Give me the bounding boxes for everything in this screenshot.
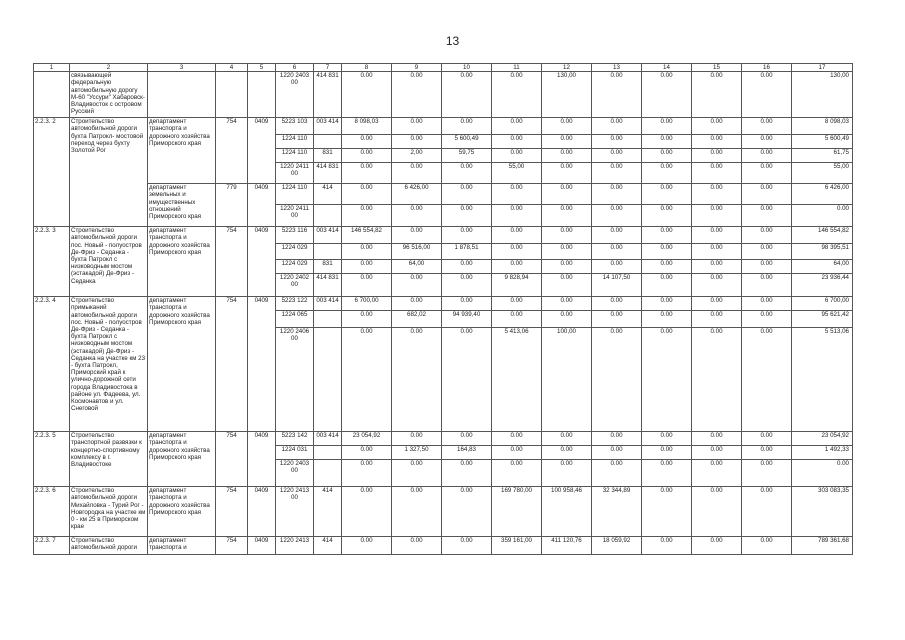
column-number: 13 bbox=[592, 64, 642, 72]
amount-cell: 95 621,42 bbox=[792, 311, 853, 328]
amount-cell: 23 936,44 bbox=[792, 274, 853, 297]
amount-cell: 0.00 bbox=[592, 149, 642, 163]
target-article-code: 1220 2413 bbox=[276, 537, 314, 555]
amount-cell: 0.00 bbox=[542, 135, 592, 149]
table-row bbox=[34, 537, 853, 555]
amount-cell: 0.00 bbox=[592, 328, 642, 432]
ministry-code: 754 bbox=[216, 432, 248, 487]
section-code: 0409 bbox=[248, 487, 276, 537]
amount-cell: 789 361,68 bbox=[792, 537, 853, 555]
amount-cell: 0.00 bbox=[742, 487, 792, 537]
amount-cell: 0.00 bbox=[492, 205, 542, 227]
amount-cell: 0.00 bbox=[642, 205, 692, 227]
amount-cell: 0.00 bbox=[492, 260, 542, 274]
target-article-code: 1224 110 bbox=[276, 149, 314, 163]
amount-cell: 0.00 bbox=[692, 72, 742, 118]
amount-cell: 0.00 bbox=[442, 297, 492, 311]
amount-cell: 0.00 bbox=[492, 432, 542, 446]
amount-cell: 0.00 bbox=[742, 227, 792, 244]
amount-cell: 9 828,94 bbox=[492, 274, 542, 297]
amount-cell: 100,00 bbox=[542, 328, 592, 432]
amount-cell: 0.00 bbox=[492, 227, 542, 244]
amount-cell: 0.00 bbox=[392, 487, 442, 537]
department: департамент транспорта и bbox=[148, 537, 216, 555]
amount-cell: 0.00 bbox=[542, 163, 592, 184]
amount-cell: 0.00 bbox=[342, 537, 392, 555]
expense-type-code: 831 bbox=[314, 260, 342, 274]
budget-table bbox=[33, 63, 853, 555]
amount-cell: 0.00 bbox=[642, 432, 692, 446]
table-row bbox=[34, 227, 853, 244]
section-code: 0409 bbox=[248, 297, 276, 432]
amount-cell: 0.00 bbox=[442, 460, 492, 487]
amount-cell: 0.00 bbox=[342, 260, 392, 274]
target-article-code: 1220 2413 00 bbox=[276, 487, 314, 537]
amount-cell: 0.00 bbox=[592, 163, 642, 184]
amount-cell: 146 554,82 bbox=[792, 227, 853, 244]
column-number: 9 bbox=[392, 64, 442, 72]
amount-cell: 0.00 bbox=[392, 537, 442, 555]
amount-cell: 0.00 bbox=[542, 227, 592, 244]
amount-cell: 0.00 bbox=[592, 72, 642, 118]
amount-cell: 0.00 bbox=[342, 184, 392, 205]
amount-cell: 0.00 bbox=[592, 446, 642, 460]
amount-cell: 64,00 bbox=[792, 260, 853, 274]
amount-cell: 0.00 bbox=[742, 72, 792, 118]
amount-cell: 0.00 bbox=[742, 446, 792, 460]
amount-cell: 0.00 bbox=[442, 184, 492, 205]
amount-cell: 0.00 bbox=[542, 432, 592, 446]
amount-cell: 0.00 bbox=[342, 311, 392, 328]
amount-cell: 0.00 bbox=[692, 118, 742, 135]
amount-cell: 0.00 bbox=[442, 118, 492, 135]
amount-cell: 8 098,03 bbox=[342, 118, 392, 135]
amount-cell: 0.00 bbox=[492, 244, 542, 260]
amount-cell: 0.00 bbox=[492, 72, 542, 118]
target-article-code: 5223 142 bbox=[276, 432, 314, 446]
ministry-code: 754 bbox=[216, 487, 248, 537]
amount-cell: 0.00 bbox=[642, 537, 692, 555]
amount-cell: 0.00 bbox=[592, 184, 642, 205]
amount-cell: 0.00 bbox=[592, 260, 642, 274]
target-article-code: 1220 2411 00 bbox=[276, 205, 314, 227]
expense-type-code: 414 831 bbox=[314, 163, 342, 184]
column-number-row bbox=[34, 64, 853, 72]
amount-cell: 0.00 bbox=[642, 274, 692, 297]
amount-cell: 0.00 bbox=[442, 163, 492, 184]
expense-type-code: 414 831 bbox=[314, 72, 342, 118]
amount-cell: 0.00 bbox=[542, 244, 592, 260]
expense-type-code: 831 bbox=[314, 149, 342, 163]
amount-cell: 0.00 bbox=[642, 135, 692, 149]
item-code: 2.2.3. 6 bbox=[34, 487, 70, 537]
department: департамент транспорта и дорожного хозяйства Приморского края bbox=[148, 297, 216, 432]
amount-cell: 303 083,35 bbox=[792, 487, 853, 537]
amount-cell: 130,00 bbox=[792, 72, 853, 118]
item-code: 2.2.3. 2 bbox=[34, 118, 70, 227]
amount-cell: 0.00 bbox=[342, 487, 392, 537]
column-number: 17 bbox=[792, 64, 853, 72]
section-code bbox=[248, 72, 276, 118]
amount-cell: 164,83 bbox=[442, 446, 492, 460]
section-code: 0409 bbox=[248, 537, 276, 555]
amount-cell: 0.00 bbox=[492, 184, 542, 205]
page-number: 13 bbox=[445, 34, 460, 48]
amount-cell: 0.00 bbox=[692, 274, 742, 297]
amount-cell: 0.00 bbox=[742, 135, 792, 149]
amount-cell: 0.00 bbox=[442, 274, 492, 297]
amount-cell: 0.00 bbox=[542, 297, 592, 311]
amount-cell: 0.00 bbox=[742, 184, 792, 205]
amount-cell: 0.00 bbox=[642, 446, 692, 460]
ministry-code bbox=[216, 72, 248, 118]
amount-cell: 0.00 bbox=[442, 227, 492, 244]
amount-cell: 55,00 bbox=[792, 163, 853, 184]
amount-cell: 0.00 bbox=[342, 72, 392, 118]
amount-cell: 14 107,50 bbox=[592, 274, 642, 297]
expense-type-code bbox=[314, 135, 342, 149]
amount-cell: 0.00 bbox=[642, 487, 692, 537]
amount-cell: 0.00 bbox=[342, 460, 392, 487]
amount-cell: 32 344,89 bbox=[592, 487, 642, 537]
amount-cell: 0.00 bbox=[642, 460, 692, 487]
ministry-code: 754 bbox=[216, 537, 248, 555]
amount-cell: 0.00 bbox=[392, 227, 442, 244]
amount-cell: 0.00 bbox=[692, 487, 742, 537]
item-code: 2.2.3. 3 bbox=[34, 227, 70, 297]
amount-cell: 0.00 bbox=[642, 118, 692, 135]
item-name: Строительство транспортной развязки к концертно-спортивному комплексу в г. Владивостоке bbox=[70, 432, 148, 487]
amount-cell: 23 054,92 bbox=[792, 432, 853, 446]
amount-cell: 0.00 bbox=[642, 328, 692, 432]
amount-cell: 146 554,82 bbox=[342, 227, 392, 244]
amount-cell: 0.00 bbox=[492, 446, 542, 460]
amount-cell: 0.00 bbox=[692, 432, 742, 446]
amount-cell: 0.00 bbox=[542, 446, 592, 460]
department: департамент транспорта и дорожного хозяйства Приморского края bbox=[148, 227, 216, 297]
amount-cell: 0.00 bbox=[742, 537, 792, 555]
amount-cell: 0.00 bbox=[792, 460, 853, 487]
amount-cell: 0.00 bbox=[492, 311, 542, 328]
amount-cell: 6 700,00 bbox=[342, 297, 392, 311]
ministry-code: 754 bbox=[216, 118, 248, 184]
column-number: 12 bbox=[542, 64, 592, 72]
amount-cell: 0.00 bbox=[692, 328, 742, 432]
column-number: 7 bbox=[314, 64, 342, 72]
amount-cell: 0.00 bbox=[642, 260, 692, 274]
amount-cell: 0.00 bbox=[592, 135, 642, 149]
table-row bbox=[34, 72, 853, 118]
item-code: 2.2.3. 4 bbox=[34, 297, 70, 432]
amount-cell: 0.00 bbox=[342, 328, 392, 432]
amount-cell: 0.00 bbox=[692, 163, 742, 184]
amount-cell: 359 161,00 bbox=[492, 537, 542, 555]
column-number: 11 bbox=[492, 64, 542, 72]
amount-cell: 0.00 bbox=[542, 274, 592, 297]
amount-cell: 0.00 bbox=[592, 205, 642, 227]
table-row bbox=[34, 184, 853, 205]
expense-type-code bbox=[314, 205, 342, 227]
amount-cell: 0.00 bbox=[342, 205, 392, 227]
expense-type-code bbox=[314, 328, 342, 432]
column-number: 3 bbox=[148, 64, 216, 72]
amount-cell: 0.00 bbox=[342, 446, 392, 460]
amount-cell: 23 054,92 bbox=[342, 432, 392, 446]
expense-type-code bbox=[314, 311, 342, 328]
amount-cell: 1 327,50 bbox=[392, 446, 442, 460]
target-article-code: 1220 2402 00 bbox=[276, 274, 314, 297]
amount-cell: 0.00 bbox=[392, 432, 442, 446]
amount-cell: 5 413,06 bbox=[492, 328, 542, 432]
amount-cell: 0.00 bbox=[692, 260, 742, 274]
amount-cell: 0.00 bbox=[342, 274, 392, 297]
amount-cell: 411 120,76 bbox=[542, 537, 592, 555]
amount-cell: 0.00 bbox=[542, 311, 592, 328]
target-article-code: 5223 122 bbox=[276, 297, 314, 311]
amount-cell: 0.00 bbox=[492, 460, 542, 487]
item-name: Строительство автомобильной дороги Михайловка - Турий Рог - Новгородка на участке км 0 - км 25 в Приморском крае bbox=[70, 487, 148, 537]
amount-cell: 0.00 bbox=[642, 244, 692, 260]
amount-cell: 0.00 bbox=[742, 118, 792, 135]
department: департамент транспорта и дорожного хозяйства Приморского края bbox=[148, 118, 216, 184]
amount-cell: 0.00 bbox=[542, 260, 592, 274]
target-article-code: 1220 2403 00 bbox=[276, 460, 314, 487]
table-row bbox=[34, 487, 853, 537]
amount-cell: 8 098,03 bbox=[792, 118, 853, 135]
amount-cell: 0.00 bbox=[742, 163, 792, 184]
amount-cell: 0.00 bbox=[542, 205, 592, 227]
department: департамент земельных и имущественных отношений Приморского края bbox=[148, 184, 216, 227]
amount-cell: 6 700,00 bbox=[792, 297, 853, 311]
section-code: 0409 bbox=[248, 118, 276, 184]
ministry-code: 779 bbox=[216, 184, 248, 227]
amount-cell: 0.00 bbox=[642, 72, 692, 118]
amount-cell: 64,00 bbox=[392, 260, 442, 274]
amount-cell: 0.00 bbox=[692, 537, 742, 555]
amount-cell: 0.00 bbox=[342, 135, 392, 149]
amount-cell: 0.00 bbox=[592, 227, 642, 244]
table-row bbox=[34, 297, 853, 311]
target-article-code: 1224 110 bbox=[276, 135, 314, 149]
amount-cell: 18 059,92 bbox=[592, 537, 642, 555]
amount-cell: 0.00 bbox=[392, 328, 442, 432]
amount-cell: 0.00 bbox=[592, 244, 642, 260]
amount-cell: 5 600,49 bbox=[442, 135, 492, 149]
target-article-code: 1224 065 bbox=[276, 311, 314, 328]
amount-cell: 61,75 bbox=[792, 149, 853, 163]
amount-cell: 0.00 bbox=[592, 297, 642, 311]
column-number: 8 bbox=[342, 64, 392, 72]
target-article-code: 1224 031 bbox=[276, 446, 314, 460]
amount-cell: 0.00 bbox=[342, 149, 392, 163]
amount-cell: 0.00 bbox=[642, 297, 692, 311]
expense-type-code: 003 414 bbox=[314, 118, 342, 135]
target-article-code: 5223 103 bbox=[276, 118, 314, 135]
expense-type-code bbox=[314, 460, 342, 487]
column-number: 1 bbox=[34, 64, 70, 72]
department: департамент транспорта и дорожного хозяйства Приморского края bbox=[148, 432, 216, 487]
amount-cell: 0.00 bbox=[542, 149, 592, 163]
amount-cell: 0.00 bbox=[492, 149, 542, 163]
item-name: Строительство автомобильной дороги пос. Новый - полуостров Де-Фриз - Седанка - бухта Патрокл с низководным мостом (эстакадой) Де-Фриз - Седанка bbox=[70, 227, 148, 297]
ministry-code: 754 bbox=[216, 297, 248, 432]
amount-cell: 6 426,00 bbox=[792, 184, 853, 205]
amount-cell: 0.00 bbox=[392, 460, 442, 487]
amount-cell: 0.00 bbox=[692, 184, 742, 205]
target-article-code: 1220 2406 00 bbox=[276, 328, 314, 432]
amount-cell: 0.00 bbox=[642, 149, 692, 163]
column-number: 10 bbox=[442, 64, 492, 72]
amount-cell: 0.00 bbox=[742, 205, 792, 227]
amount-cell: 0.00 bbox=[442, 537, 492, 555]
amount-cell: 169 780,00 bbox=[492, 487, 542, 537]
target-article-code: 1220 2411 00 bbox=[276, 163, 314, 184]
amount-cell: 0.00 bbox=[492, 118, 542, 135]
amount-cell: 96 516,00 bbox=[392, 244, 442, 260]
amount-cell: 0.00 bbox=[442, 487, 492, 537]
amount-cell: 0.00 bbox=[692, 297, 742, 311]
amount-cell: 0.00 bbox=[392, 135, 442, 149]
amount-cell: 0.00 bbox=[542, 118, 592, 135]
expense-type-code: 003 414 bbox=[314, 432, 342, 446]
ministry-code: 754 bbox=[216, 227, 248, 297]
amount-cell: 0.00 bbox=[592, 432, 642, 446]
amount-cell: 5 513,06 bbox=[792, 328, 853, 432]
amount-cell: 94 939,40 bbox=[442, 311, 492, 328]
amount-cell: 0.00 bbox=[342, 244, 392, 260]
expense-type-code: 414 bbox=[314, 487, 342, 537]
expense-type-code bbox=[314, 244, 342, 260]
amount-cell: 0.00 bbox=[742, 244, 792, 260]
amount-cell: 5 600,49 bbox=[792, 135, 853, 149]
amount-cell: 0.00 bbox=[392, 274, 442, 297]
expense-type-code: 414 831 bbox=[314, 274, 342, 297]
target-article-code: 1224 110 bbox=[276, 184, 314, 205]
amount-cell: 0.00 bbox=[642, 184, 692, 205]
expense-type-code bbox=[314, 446, 342, 460]
section-code: 0409 bbox=[248, 184, 276, 227]
target-article-code: 5223 116 bbox=[276, 227, 314, 244]
amount-cell: 1 492,33 bbox=[792, 446, 853, 460]
amount-cell: 0.00 bbox=[692, 149, 742, 163]
amount-cell: 0.00 bbox=[342, 163, 392, 184]
amount-cell: 0.00 bbox=[592, 118, 642, 135]
amount-cell: 0.00 bbox=[542, 184, 592, 205]
amount-cell: 0.00 bbox=[392, 72, 442, 118]
amount-cell: 0.00 bbox=[692, 227, 742, 244]
expense-type-code: 414 bbox=[314, 537, 342, 555]
amount-cell: 0.00 bbox=[692, 205, 742, 227]
item-name: связывающей федеральную автомобильную дорогу М-60 "Уссури" Хабаровск-Владивосток с островом Русский bbox=[70, 72, 148, 118]
target-article-code: 1224 029 bbox=[276, 260, 314, 274]
amount-cell: 682,02 bbox=[392, 311, 442, 328]
item-code bbox=[34, 72, 70, 118]
table-row bbox=[34, 432, 853, 446]
amount-cell: 0.00 bbox=[442, 72, 492, 118]
amount-cell: 55,00 bbox=[492, 163, 542, 184]
amount-cell: 0.00 bbox=[642, 163, 692, 184]
amount-cell: 0.00 bbox=[742, 328, 792, 432]
amount-cell: 0.00 bbox=[442, 260, 492, 274]
department: департамент транспорта и дорожного хозяйства Приморского края bbox=[148, 487, 216, 537]
amount-cell: 0.00 bbox=[642, 227, 692, 244]
amount-cell: 0.00 bbox=[742, 311, 792, 328]
amount-cell: 0.00 bbox=[592, 460, 642, 487]
amount-cell: 0.00 bbox=[642, 311, 692, 328]
section-code: 0409 bbox=[248, 227, 276, 297]
amount-cell: 0.00 bbox=[442, 205, 492, 227]
department bbox=[148, 72, 216, 118]
column-number: 14 bbox=[642, 64, 692, 72]
column-number: 2 bbox=[70, 64, 148, 72]
amount-cell: 0.00 bbox=[742, 460, 792, 487]
amount-cell: 0.00 bbox=[492, 297, 542, 311]
amount-cell: 0.00 bbox=[792, 205, 853, 227]
amount-cell: 0.00 bbox=[692, 446, 742, 460]
table-row bbox=[34, 118, 853, 135]
expense-type-code: 003 414 bbox=[314, 227, 342, 244]
target-article-code: 1220 2403 00 bbox=[276, 72, 314, 118]
amount-cell: 2,00 bbox=[392, 149, 442, 163]
amount-cell: 0.00 bbox=[492, 135, 542, 149]
amount-cell: 0.00 bbox=[742, 149, 792, 163]
amount-cell: 0.00 bbox=[692, 244, 742, 260]
amount-cell: 59,75 bbox=[442, 149, 492, 163]
amount-cell: 0.00 bbox=[592, 311, 642, 328]
expense-type-code: 003 414 bbox=[314, 297, 342, 311]
item-code: 2.2.3. 5 bbox=[34, 432, 70, 487]
item-name: Строительство примыканий автомобильной дороги пос. Новый - полуостров Де-Фриз - Седанка - бухта Патрокл с низководным мостом (эстакадой) Де-Фриз - Седанка на участке км 23 - бухта Патрокл, Приморский край к улично-дорожной сети города Владивостока в районе ул. Фадеева, ул. Космонавтов и ул. Снеговой bbox=[70, 297, 148, 432]
amount-cell: 100 958,46 bbox=[542, 487, 592, 537]
expense-type-code: 414 bbox=[314, 184, 342, 205]
item-name: Строительство автомобильной дороги bbox=[70, 537, 148, 555]
amount-cell: 0.00 bbox=[692, 460, 742, 487]
amount-cell: 0.00 bbox=[742, 260, 792, 274]
amount-cell: 1 878,51 bbox=[442, 244, 492, 260]
column-number: 5 bbox=[248, 64, 276, 72]
column-number: 15 bbox=[692, 64, 742, 72]
section-code: 0409 bbox=[248, 432, 276, 487]
amount-cell: 0.00 bbox=[442, 432, 492, 446]
amount-cell: 0.00 bbox=[742, 297, 792, 311]
item-code: 2.2.3. 7 bbox=[34, 537, 70, 555]
column-number: 4 bbox=[216, 64, 248, 72]
amount-cell: 0.00 bbox=[392, 297, 442, 311]
item-name: Строительство автомобильной дороги бухта Патрокл- мостовой переход через бухту Золотой Рог bbox=[70, 118, 148, 227]
amount-cell: 6 426,00 bbox=[392, 184, 442, 205]
column-number: 6 bbox=[276, 64, 314, 72]
column-number: 16 bbox=[742, 64, 792, 72]
target-article-code: 1224 029 bbox=[276, 244, 314, 260]
amount-cell: 130,00 bbox=[542, 72, 592, 118]
amount-cell: 0.00 bbox=[692, 311, 742, 328]
amount-cell: 0.00 bbox=[392, 163, 442, 184]
amount-cell: 0.00 bbox=[542, 460, 592, 487]
amount-cell: 0.00 bbox=[392, 205, 442, 227]
amount-cell: 0.00 bbox=[742, 432, 792, 446]
amount-cell: 98 395,51 bbox=[792, 244, 853, 260]
amount-cell: 0.00 bbox=[742, 274, 792, 297]
amount-cell: 0.00 bbox=[692, 135, 742, 149]
amount-cell: 0.00 bbox=[442, 328, 492, 432]
amount-cell: 0.00 bbox=[392, 118, 442, 135]
